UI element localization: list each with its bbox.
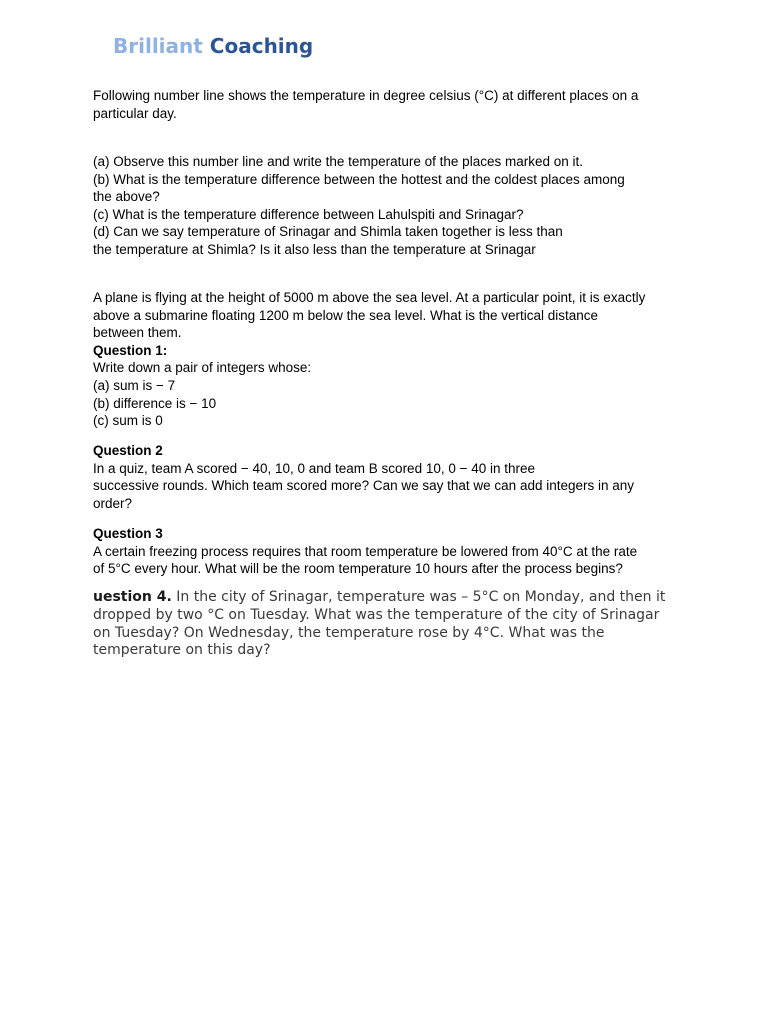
question-2-heading: Question 2	[93, 443, 163, 458]
part-b-cont: the above?	[93, 189, 160, 205]
question-2-line: order?	[93, 495, 133, 511]
question-4-line: In the city of Srinagar, temperature was – 5°C on Monday, and then it	[171, 589, 666, 605]
question-1-line: (c) sum is 0	[93, 413, 163, 429]
question-4	[93, 589, 685, 660]
brand-word-coaching: Coaching	[209, 34, 314, 58]
plane-line: between them.	[93, 325, 182, 341]
question-1-line: (a) sum is − 7	[93, 377, 176, 393]
question-3-line: of 5°C every hour. What will be the room temperature 10 hours after the process begins?	[93, 561, 623, 577]
part-b: (b) What is the temperature difference between the hottest and the coldest places among	[93, 171, 625, 187]
question-3-heading: Question 3	[93, 526, 163, 541]
brand-title	[113, 33, 313, 59]
question-3-line: A certain freezing process requires that room temperature be lowered from 40°C at the rate	[93, 543, 638, 559]
intro-line: particular day.	[93, 105, 177, 121]
intro-paragraph	[93, 87, 685, 122]
number-line-questions	[93, 153, 685, 259]
part-c: (c) What is the temperature difference between Lahulspiti and Srinagar?	[93, 206, 524, 222]
question-4-line: dropped by two °C on Tuesday. What was the temperature of the city of Srinagar	[93, 606, 660, 623]
part-a: (a) Observe this number line and write the temperature of the places marked on it.	[93, 154, 583, 169]
question-2-line: successive rounds. Which team scored more? Can we say that we can add integers in any	[93, 478, 635, 494]
plane-question	[93, 289, 685, 430]
question-3	[93, 525, 685, 578]
part-d: (d) Can we say temperature of Srinagar and Shimla taken together is less than	[93, 224, 563, 240]
question-2-line: In a quiz, team A scored − 40, 10, 0 and team B scored 10, 0 − 40 in three	[93, 460, 536, 476]
question-4-line: on Tuesday? On Wednesday, the temperature rose by 4°C. What was the	[93, 624, 605, 641]
plane-line: A plane is flying at the height of 5000 m above the sea level. At a particular point, it is exactly	[93, 290, 646, 305]
question-1-line: Write down a pair of integers whose:	[93, 360, 312, 376]
question-1-line: (b) difference is − 10	[93, 395, 217, 411]
question-4-heading: uestion 4.	[93, 589, 172, 605]
brand-word-brilliant: Brilliant	[113, 34, 203, 58]
question-1-heading: Question 1:	[93, 342, 168, 358]
question-2	[93, 442, 685, 512]
part-d-cont: the temperature at Shimla? Is it also less than the temperature at Srinagar	[93, 241, 536, 257]
plane-line: above a submarine floating 1200 m below the sea level. What is the vertical distance	[93, 307, 599, 323]
question-4-line: temperature on this day?	[93, 642, 271, 659]
intro-line: Following number line shows the temperature in degree celsius (°C) at different places on a	[93, 88, 639, 103]
